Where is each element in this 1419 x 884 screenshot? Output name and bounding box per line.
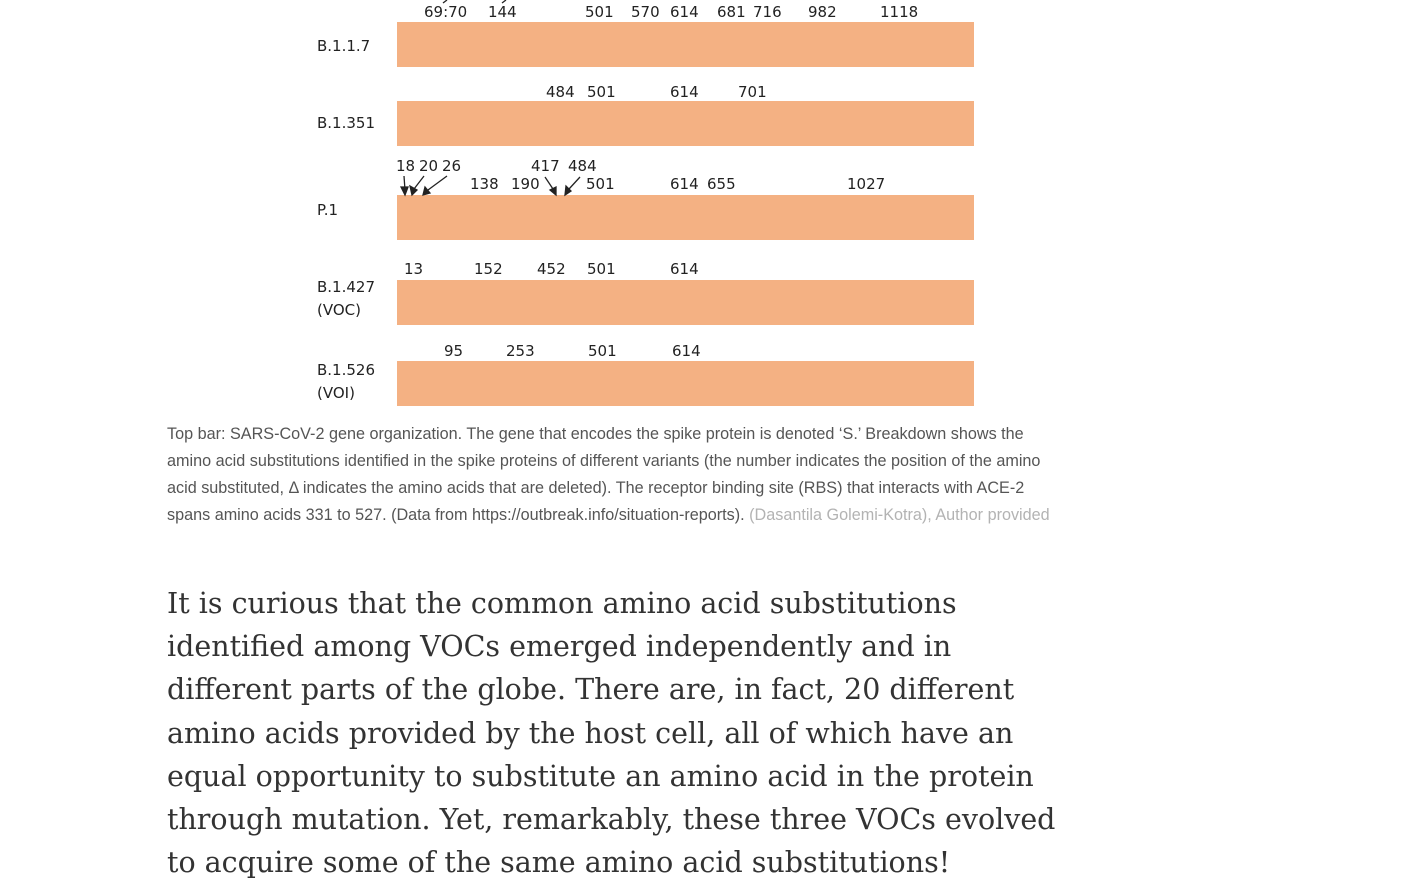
substitution-label: 253 bbox=[506, 342, 535, 360]
variant-sublabel: (VOI) bbox=[317, 384, 355, 402]
substitution-label: 701 bbox=[738, 83, 767, 101]
image-credit: (Dasantila Golemi-Kotra), Author provided bbox=[749, 506, 1050, 524]
substitution-label: 501 bbox=[586, 175, 615, 193]
variant-row-p1 bbox=[317, 157, 974, 240]
variant-row-b1351 bbox=[317, 83, 974, 146]
substitution-label: 144 bbox=[488, 3, 517, 21]
substitution-label: 484 bbox=[546, 83, 575, 101]
substitution-label: 655 bbox=[707, 175, 736, 193]
spike-bar bbox=[397, 361, 974, 406]
substitution-label: 501 bbox=[587, 83, 616, 101]
variant-row-b117 bbox=[317, 3, 974, 67]
substitution-label: 982 bbox=[808, 3, 837, 21]
variant-row-b1427 bbox=[317, 260, 974, 325]
substitution-label: 484 bbox=[568, 157, 597, 175]
substitution-label: 190 bbox=[511, 175, 540, 193]
figure-caption bbox=[167, 421, 1067, 529]
substitution-label: 716 bbox=[753, 3, 782, 21]
spike-variant-diagram bbox=[0, 0, 1419, 420]
variant-label: B.1.427 bbox=[317, 278, 376, 296]
variant-row-b1526 bbox=[317, 342, 974, 406]
variant-label: P.1 bbox=[317, 201, 339, 219]
substitution-label: 13 bbox=[404, 260, 424, 278]
spike-bar bbox=[397, 280, 974, 325]
variant-label: B.1.526 bbox=[317, 361, 376, 379]
substitution-label: 614 bbox=[670, 3, 699, 21]
substitution-label: 501 bbox=[585, 3, 614, 21]
substitution-label: 501 bbox=[588, 342, 617, 360]
substitution-label: 138 bbox=[470, 175, 499, 193]
substitution-label: 69:70 bbox=[424, 3, 468, 21]
substitution-label: 614 bbox=[670, 83, 699, 101]
article-paragraph: It is curious that the common amino acid substitutions identified among VOCs emerged independently and in different parts of the globe. There are, in fact, 20 different amino acids provided by the host cell, all of which have an equal opportunity to substitute an amino acid in the protein through mutation. Yet, remarkably, these three VOCs evolved to acquire some of the same amino acid substitutions! bbox=[167, 587, 1056, 880]
substitution-label: 614 bbox=[670, 175, 699, 193]
substitution-label: 1118 bbox=[880, 3, 919, 21]
variant-label: B.1.1.7 bbox=[317, 37, 371, 55]
substitution-label: 614 bbox=[672, 342, 701, 360]
substitution-label: 501 bbox=[587, 260, 616, 278]
spike-bar bbox=[397, 101, 974, 146]
substitution-label: 452 bbox=[537, 260, 566, 278]
variant-sublabel: (VOC) bbox=[317, 301, 361, 319]
substitution-label: 95 bbox=[444, 342, 464, 360]
substitution-label: 570 bbox=[631, 3, 660, 21]
spike-bar bbox=[397, 22, 974, 67]
substitution-label: 417 bbox=[531, 157, 560, 175]
spike-bar bbox=[397, 195, 974, 240]
substitution-label: 681 bbox=[717, 3, 746, 21]
substitution-label: 1027 bbox=[847, 175, 886, 193]
substitution-label: 614 bbox=[670, 260, 699, 278]
substitution-label: 20 bbox=[419, 157, 439, 175]
substitution-label: 18 bbox=[396, 157, 416, 175]
variant-label: B.1.351 bbox=[317, 114, 376, 132]
caption-text: Top bar: SARS-CoV-2 gene organization. The gene that encodes the spike protein is denoted ‘S.’ Breakdown shows the amino acid substitutions identified in the spike proteins of different variants (the number indicates the position of the amino acid substituted, Δ indicates the amino acids that are deleted). The receptor binding site (RBS) that interacts with ACE-2 spans amino acids 331 to 527. (Data from https://outbreak.info/situation-reports). bbox=[167, 425, 1041, 524]
substitution-label: 152 bbox=[474, 260, 503, 278]
substitution-label: 26 bbox=[442, 157, 462, 175]
